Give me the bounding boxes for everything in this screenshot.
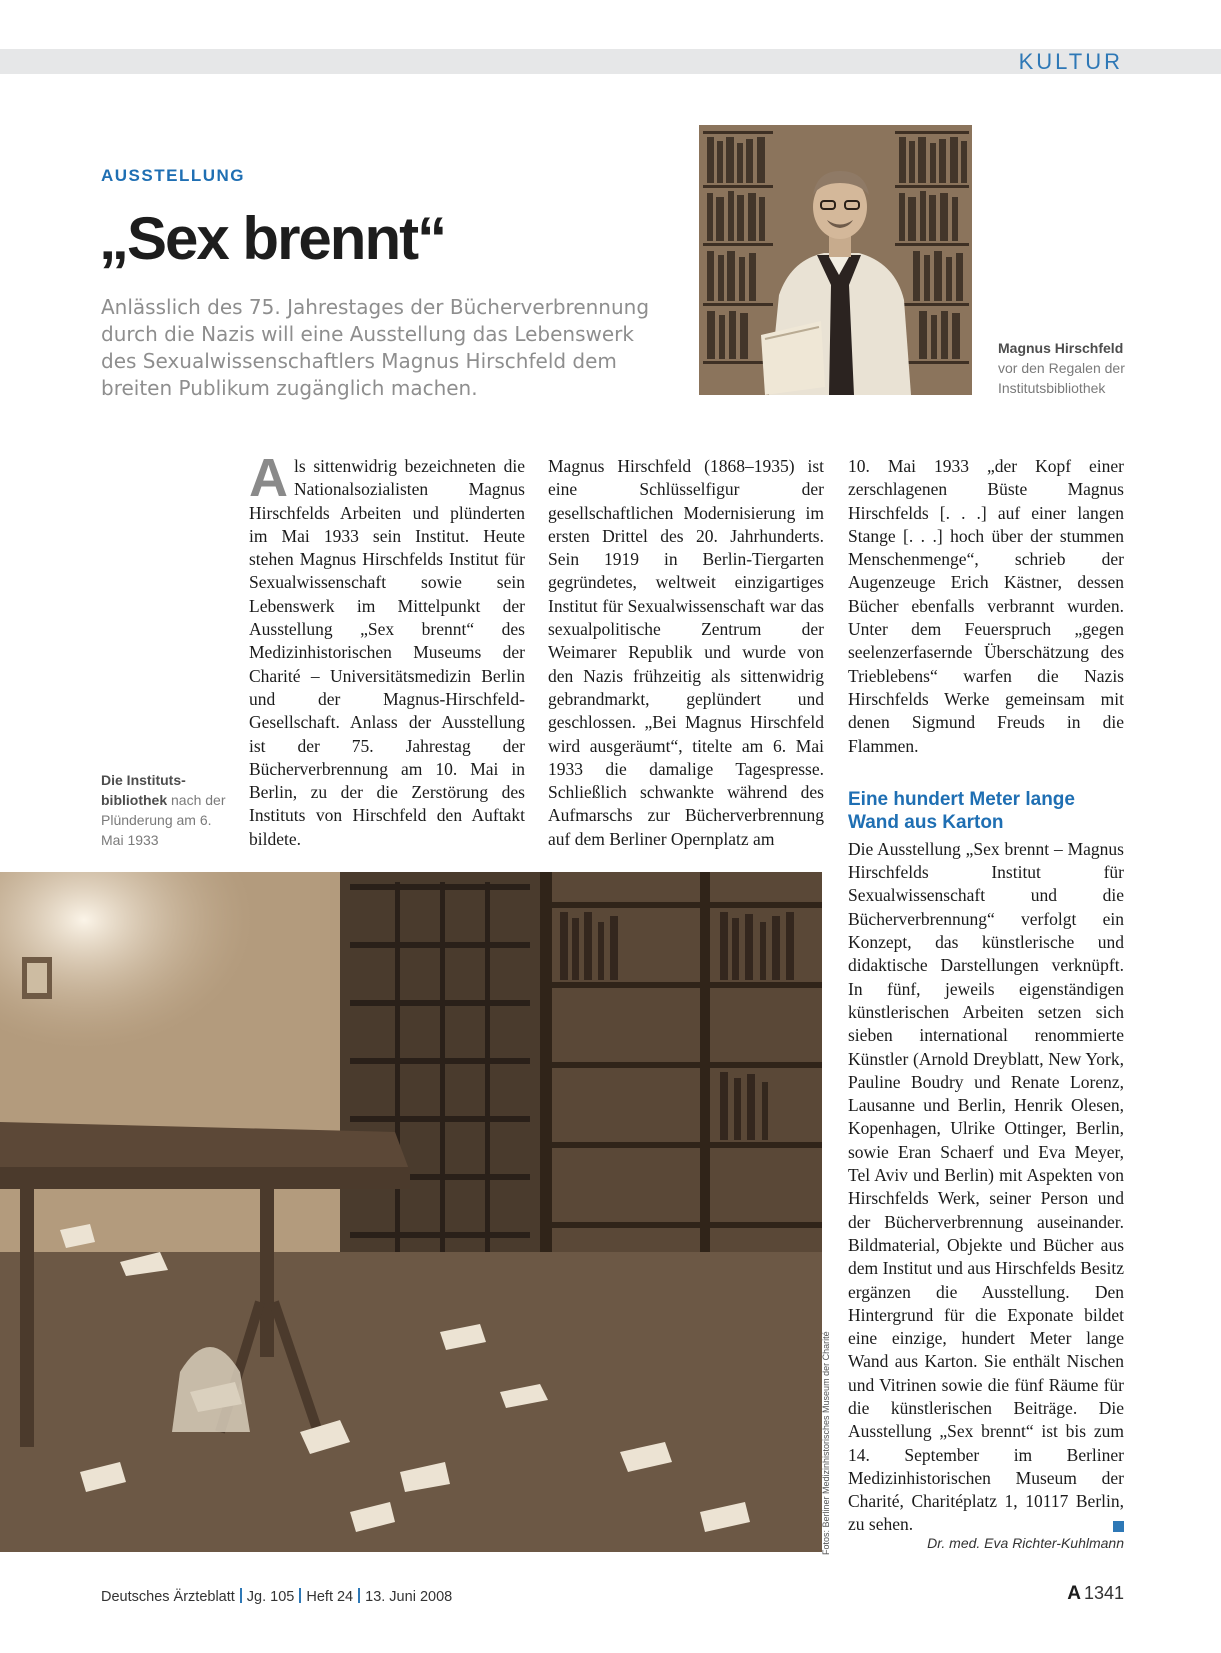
page-number-value: 1341 [1083,1583,1124,1603]
column-3-text: 10. Mai 1933 „der Kopf einer zerschlagenen Büste Magnus Hirschfelds [. . .] auf einer langen Stange [. . .] hoch über der stummen Menschenmenge“, schrieb der Augenzeuge Erich Kästner, dessen Bücher ebenfalls verbrannt wurden. Unter dem Feuerspruch „gegen seelenzerfasernde Überschätzung des Trieblebens“ warfen die Nazis Hirschfelds Werke gemeinsam mit denen Sigmund Freuds in die Flammen. [848,456,1124,756]
article-subhead: Eine hundert Meter lange Wand aus Karton [848,788,1075,833]
section-label: KULTUR [1018,49,1123,74]
photo-credit: Fotos: Berliner Medizinhistorisches Museum der Charité [821,1331,831,1555]
column-2-text: Magnus Hirschfeld (1868–1935) ist eine Schlüsselfigur der gesellschaftlichen Modernisierung im ersten Drittel des 20. Jahrhunderts. Sein 1919 in Berlin-Tiergarten gegründetes, weltweit einzigartiges Institut für Sexualwissenschaft war das sexualpolitische Zentrum der Weimarer Republik und wurde von den Nazis frühzeitig als sittenwidrig gebrandmarkt, geplündert und geschlossen. „Bei Magnus Hirschfeld wird ausgeräumt“, titelte am 6. Mai 1933 die damalige Tagespresse. Schließlich schwankte während des Aufmarschs zur Bücherverbrennung auf dem Berliner Opernplatz am [548,456,824,849]
portrait-caption-text: vor den Regalen der Institutsbibliothek [998,360,1125,396]
library-photo [0,872,822,1552]
page-number [1067,1583,1124,1605]
column-1-text: ls sittenwidrig bezeichneten die Nationalsozialisten Magnus Hirschfelds Arbeiten und plünderten im Mai 1933 sein Institut. Heute stehen Magnus Hirschfelds Institut für Sexualwissenschaft sowie sein Lebenswerk im Mittelpunkt der Ausstellung „Sex brennt“ des Medizinhistorischen Museums der Charité – Universitätsmedizin Berlin und der Magnus-Hirschfeld-Gesellschaft. Anlass der Ausstellung ist der 75. Jahrestag der Bücherverbrennung am 10. Mai in Berlin, zu der die Zerstörung des Instituts von Hirschfeld den Auftakt bildete. [249,456,525,849]
portrait-caption-title: Magnus Hirschfeld [998,340,1124,356]
footer-issue: Heft 24 [306,1589,354,1605]
footer-separator [358,1588,360,1603]
library-caption-title: Die Instituts-bibliothek [101,772,186,808]
article-author: Dr. med. Eva Richter-Kuhlmann [927,1535,1124,1551]
article-column-3 [848,455,1124,1537]
footer-volume: Jg. 105 [246,1589,295,1605]
article-kicker: AUSSTELLUNG [101,166,245,185]
footer-separator [299,1588,301,1603]
library-caption [101,770,231,850]
drop-cap: A [249,448,288,508]
portrait-caption [998,338,1138,398]
footer-separator [240,1588,242,1603]
article-column-2 [548,455,824,851]
article-column-1 [249,448,525,851]
footer-journal: Deutsches Ärzteblatt [101,1589,235,1605]
footer-citation [101,1588,452,1605]
library-caption-text: nach der Plünderung am 6. Mai 1933 [101,792,226,848]
page-prefix: A [1067,1583,1081,1604]
portrait-photo [699,125,972,395]
footer-date: 13. Juni 2008 [365,1589,453,1605]
end-mark-icon [1113,1521,1124,1532]
article-title: „Sex brennt“ [99,205,446,272]
column-3-text-continued: Die Ausstellung „Sex brennt – Magnus Hirschfelds Institut für Sexualwissenschaft und die Bücherverbrennung“ verfolgt ein Konzept, das künstlerische und didaktische Darstellungen verknüpft. In fünf, jeweils eigenständigen künstlerischen Arbeiten setzen sich sieben international renommierte Künstler (Arnold Dreyblatt, New York, Pauline Boudry und Renate Lorenz, Lausanne und Berlin, Henrik Olesen, Kopenhagen, Ulrike Ottinger, Berlin, sowie Eran Schaerf und Eva Meyer, Tel Aviv und Berlin) mit Aspekten von Hirschfelds Werk, seiner Person und der Bücherverbrennung auseinander. Bildmaterial, Objekte und Bücher aus dem Institut und aus Hirschfelds Besitz ergänzen die Ausstellung. Den Hintergrund für die Exponate bildet eine einzige, hundert Meter lange Wand aus Karton. Sie enthält Nischen und Vitrinen sowie die fünf Räume für die künstlerischen Beiträge. Die Ausstellung „Sex brennt“ ist bis zum 14. September im Berliner Medizinhistorischen Museum der Charité, Charitéplatz 1, 10117 Berlin, zu sehen. [848,838,1124,1535]
article-lead: Anlässlich des 75. Jahrestages der Bücherverbrennung durch die Nazis will eine Ausstellung das Lebenswerk des Sexualwissenschaftlers Magnus Hirschfeld dem breiten Publikum zugänglich machen. [101,295,650,400]
